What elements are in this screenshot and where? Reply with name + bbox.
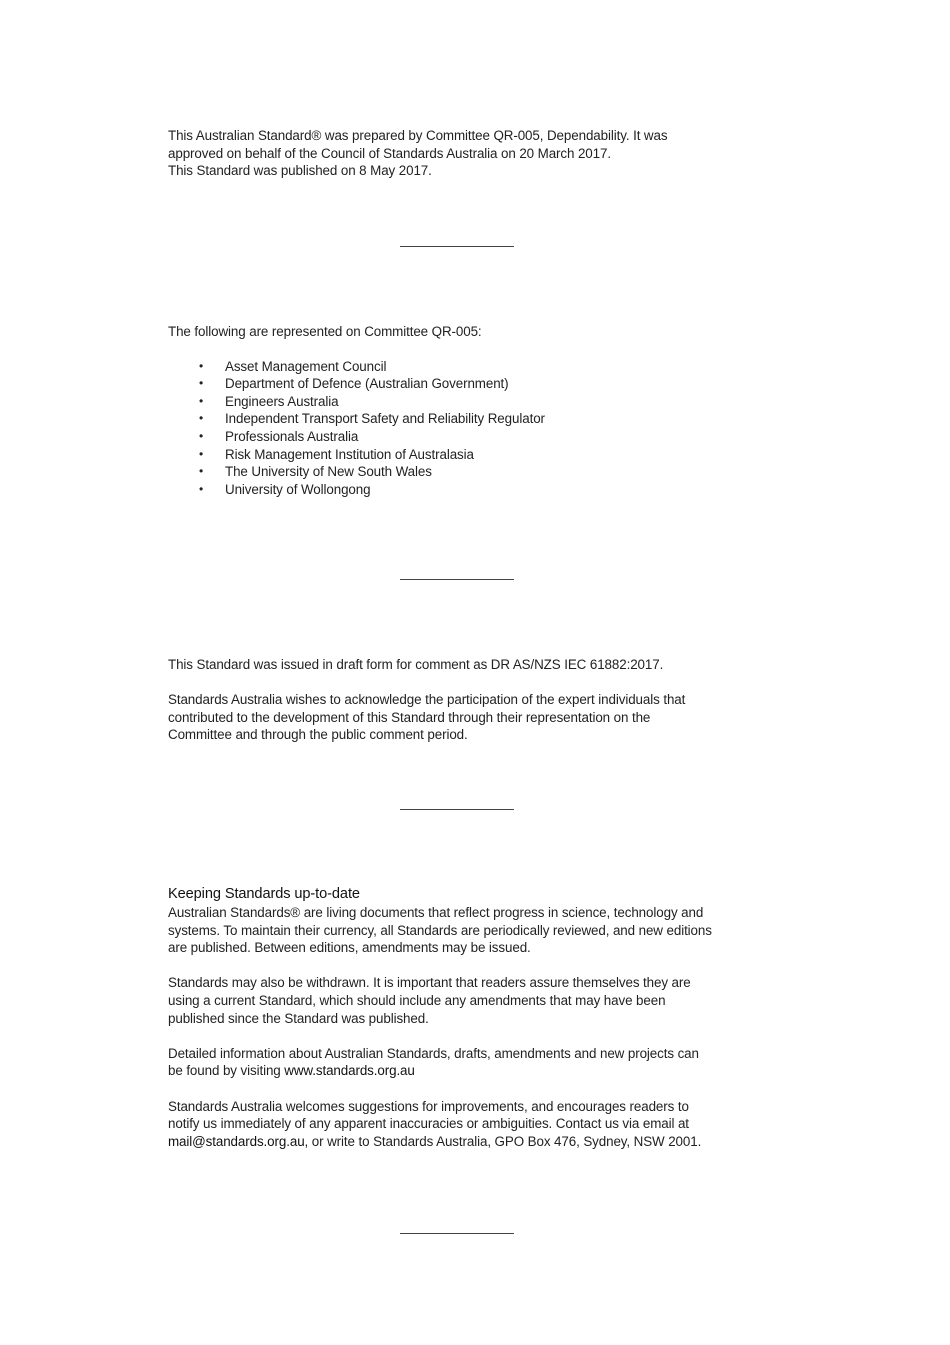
acknowledgement-paragraph: [168, 691, 768, 744]
paragraph-line: Detailed information about Australian Standards, drafts, amendments and new projects can: [168, 1045, 699, 1061]
member-name: Independent Transport Safety and Reliability Regulator: [225, 411, 545, 427]
website-link[interactable]: www.standards.org.au: [284, 1063, 415, 1079]
paragraph-line: are published. Between editions, amendments may be issued.: [168, 940, 531, 956]
member-name: The University of New South Wales: [225, 464, 432, 480]
draft-issued-note: This Standard was issued in draft form for comment as DR AS/NZS IEC 61882:2017.: [168, 657, 664, 672]
acknowledgement-line-1: Standards Australia wishes to acknowledge the participation of the expert individuals that: [168, 692, 686, 708]
section-divider-4: [400, 1233, 514, 1234]
list-item: [168, 481, 768, 499]
list-item: [168, 428, 768, 446]
section-divider-3: [400, 809, 514, 810]
bullet-icon: •: [199, 411, 204, 426]
website-paragraph: [168, 1045, 768, 1080]
bullet-icon: •: [199, 393, 204, 408]
website-prefix: be found by visiting: [168, 1063, 285, 1079]
email-link[interactable]: mail@standards.org.au: [168, 1133, 305, 1149]
list-item: [168, 463, 768, 481]
committee-section: [168, 323, 768, 498]
preparation-line-1: This Australian Standard® was prepared by Committee QR-005, Dependability. It was: [168, 128, 668, 143]
section-divider-2: [400, 579, 514, 580]
list-item: [168, 446, 768, 464]
address-text: , or write to Standards Australia, GPO Box 476, Sydney, NSW 2001.: [304, 1133, 702, 1149]
preparation-line-2: approved on behalf of the Council of Standards Australia on 20 March 2017.: [168, 145, 611, 161]
paragraph-line: [168, 1062, 768, 1080]
bullet-icon: •: [199, 481, 204, 496]
bullet-icon: •: [199, 358, 204, 373]
bullet-icon: •: [199, 446, 204, 461]
withdrawn-paragraph: [168, 974, 768, 1027]
committee-member-list: [168, 358, 768, 499]
list-item: [168, 375, 768, 393]
list-item: [168, 410, 768, 428]
paragraph-line: systems. To maintain their currency, all Standards are periodically reviewed, and new editions: [168, 922, 712, 938]
living-documents-paragraph: [168, 904, 768, 957]
paragraph-line: using a current Standard, which should include any amendments that may have been: [168, 992, 666, 1008]
member-name: Department of Defence (Australian Government): [225, 376, 509, 392]
paragraph-line: Standards Australia welcomes suggestions for improvements, and encourages readers to: [168, 1098, 689, 1114]
preparation-line-3: This Standard was published on 8 May 2017.: [168, 163, 432, 179]
member-name: Professionals Australia: [225, 428, 359, 444]
draft-section: [168, 656, 768, 744]
member-name: Engineers Australia: [225, 393, 339, 409]
member-name: Asset Management Council: [225, 358, 387, 374]
keeping-up-to-date-section: [168, 885, 768, 1150]
paragraph-line: notify us immediately of any apparent inaccuracies or ambiguities. Contact us via email at: [168, 1116, 689, 1132]
paragraph-line: published since the Standard was published.: [168, 1010, 429, 1026]
bullet-icon: •: [199, 376, 204, 391]
member-name: University of Wollongong: [225, 481, 371, 497]
section-divider-1: [400, 246, 514, 247]
member-name: Risk Management Institution of Australasia: [225, 446, 474, 462]
acknowledgement-line-3: Committee and through the public comment period.: [168, 727, 468, 743]
list-item: [168, 393, 768, 411]
contact-paragraph: [168, 1098, 768, 1151]
bullet-icon: •: [199, 464, 204, 479]
preparation-notice: [168, 127, 768, 180]
bullet-icon: •: [199, 428, 204, 443]
paragraph-line: [168, 1133, 768, 1151]
committee-intro: The following are represented on Committee QR-005:: [168, 324, 482, 339]
paragraph-line: Standards may also be withdrawn. It is important that readers assure themselves they are: [168, 975, 691, 991]
paragraph-line: Australian Standards® are living documents that reflect progress in science, technology and: [168, 905, 704, 920]
acknowledgement-line-2: contributed to the development of this Standard through their representation on the: [168, 709, 651, 725]
section-heading: Keeping Standards up-to-date: [168, 886, 360, 902]
list-item: [168, 358, 768, 376]
